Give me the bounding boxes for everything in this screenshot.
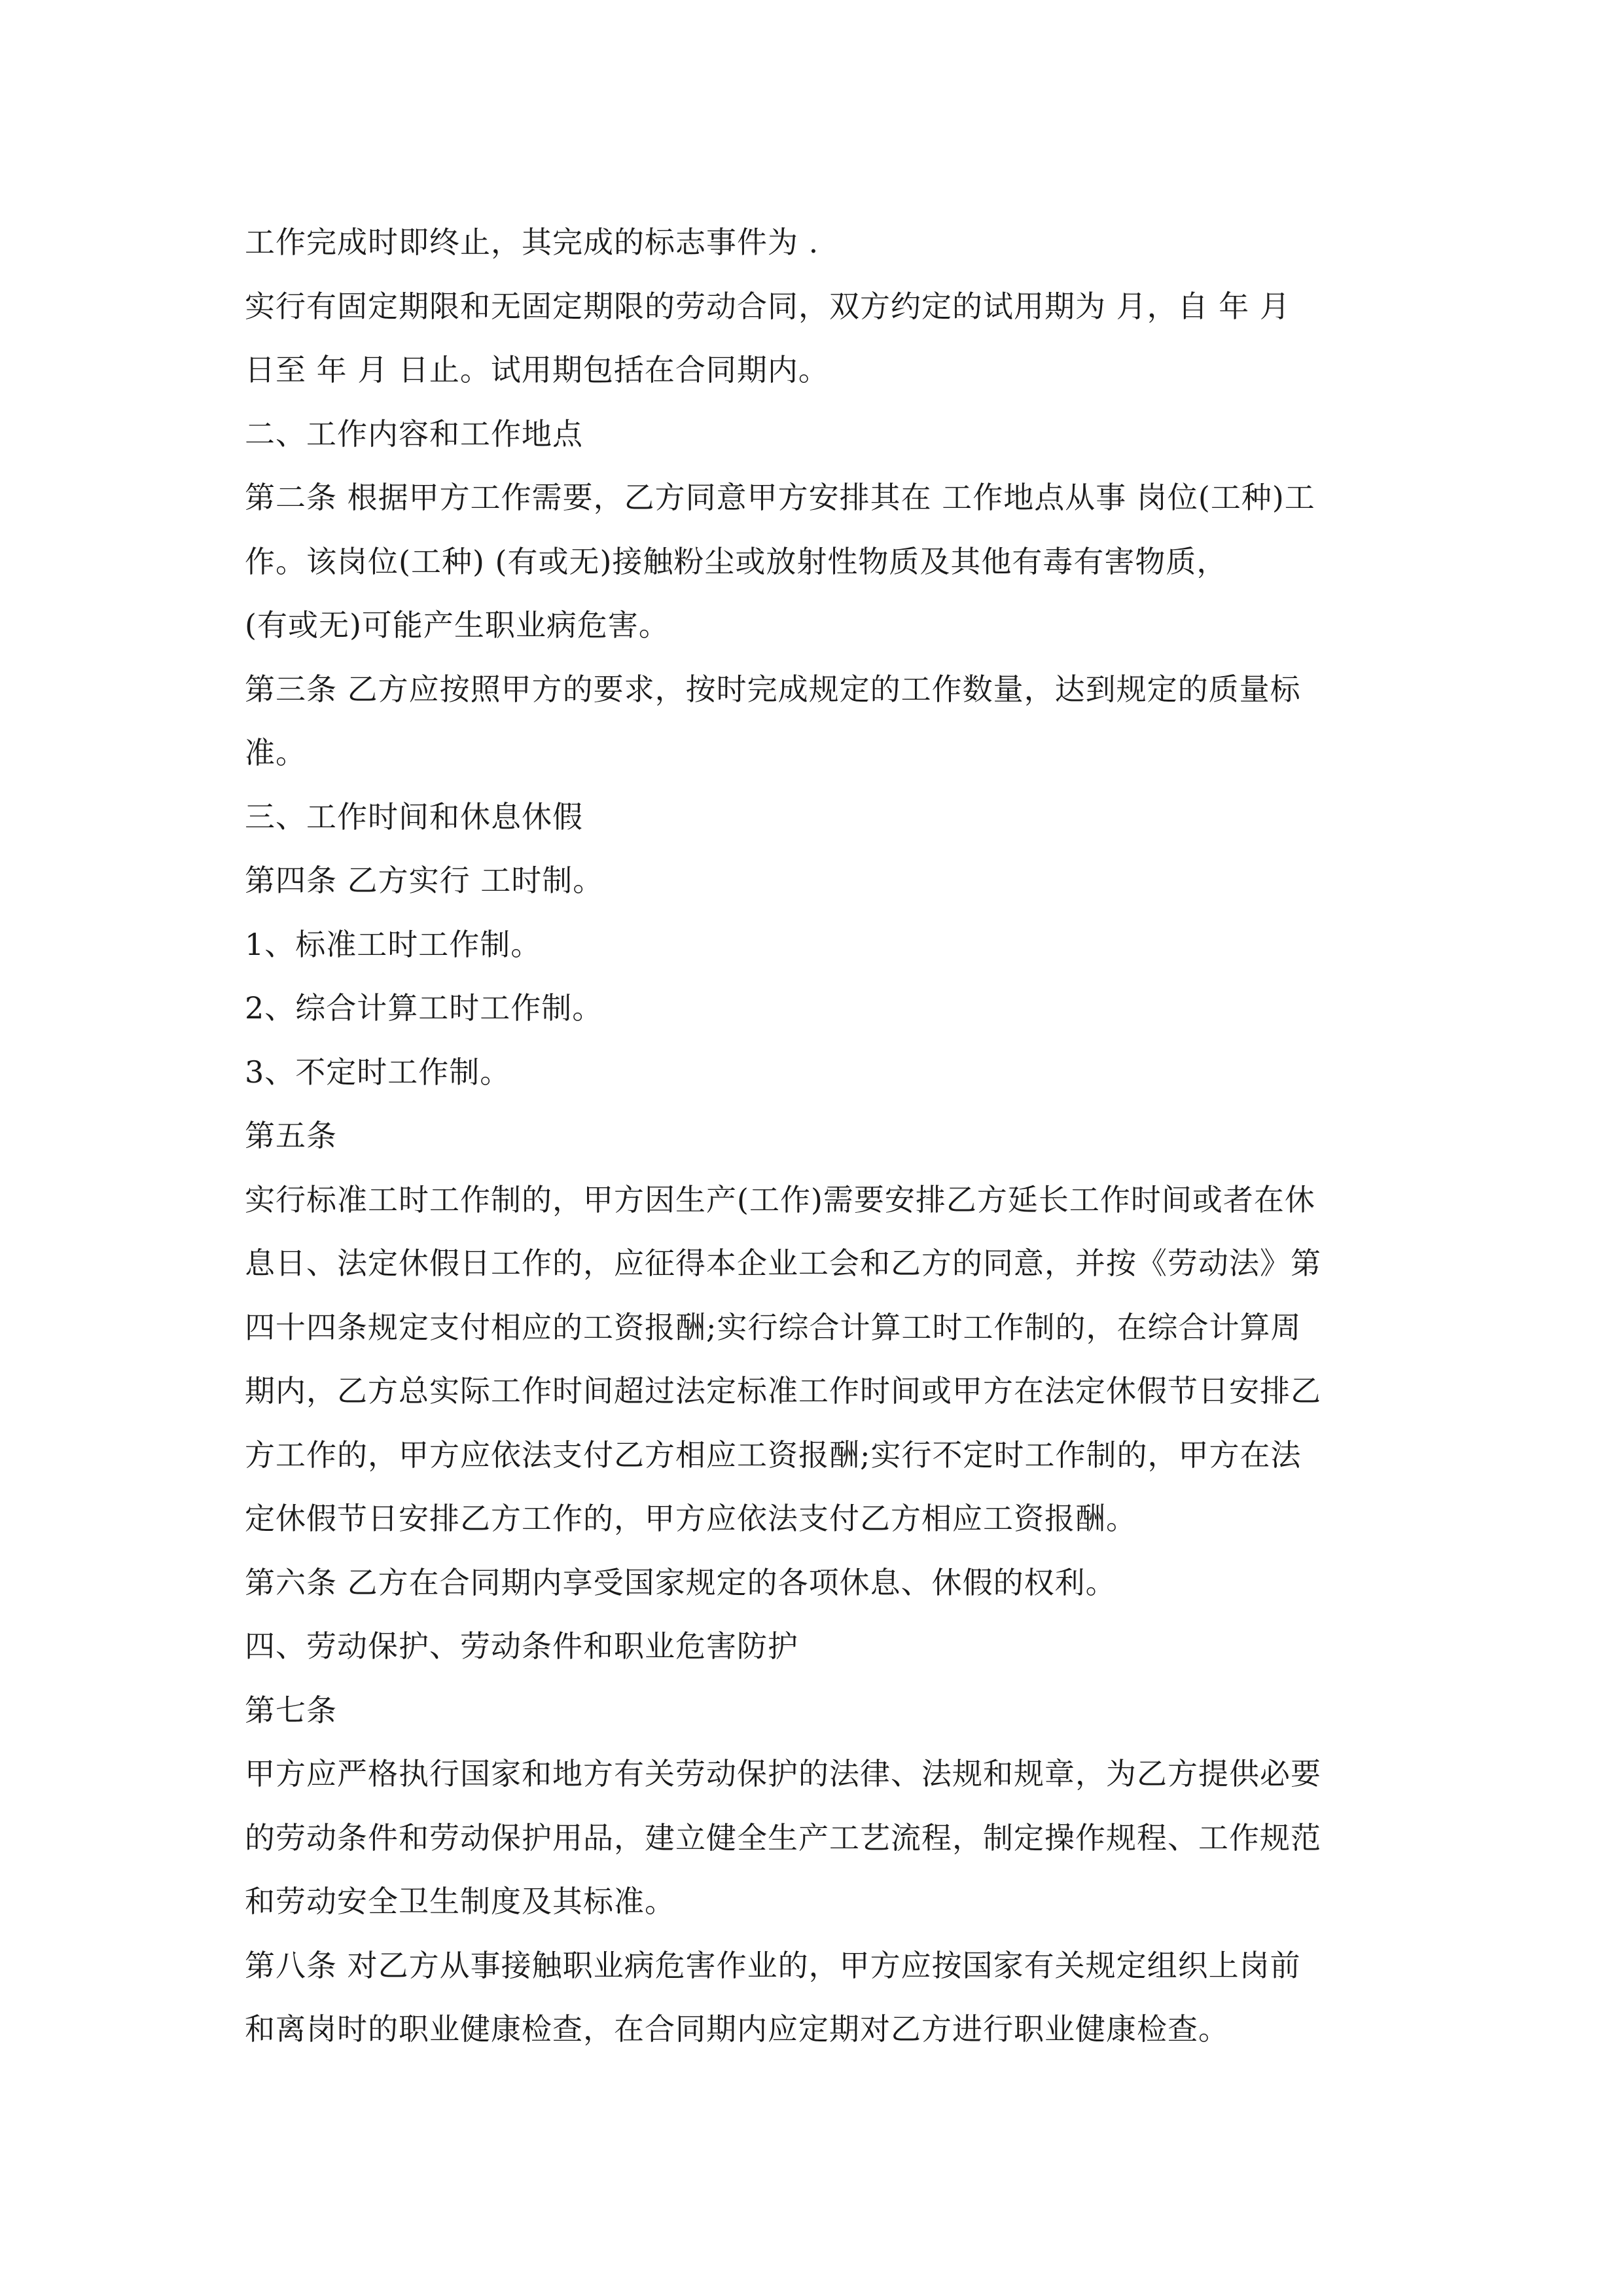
text-line: 日至 年 月 日止。试用期包括在合同期内。	[245, 352, 829, 387]
section-heading: 三、工作时间和休息休假	[245, 798, 583, 834]
text-line: 实行有固定期限和无固定期限的劳动合同，双方约定的试用期为 月，自 年 月	[245, 288, 1291, 324]
article-heading: 第五条	[245, 1118, 337, 1153]
text-line: 第四条 乙方实行 工时制。	[245, 863, 604, 898]
text-line: 定休假节日安排乙方工作的，甲方应依法支付乙方相应工资报酬。	[245, 1501, 1137, 1536]
text-line: 第六条 乙方在合同期内享受国家规定的各项休息、休假的权利。	[245, 1564, 1116, 1600]
list-item: 2、综合计算工时工作制。	[245, 990, 603, 1026]
text-line: 第三条 乙方应按照甲方的要求，按时完成规定的工作数量，达到规定的质量标	[245, 671, 1301, 707]
text-line: 甲方应严格执行国家和地方有关劳动保护的法律、法规和规章，为乙方提供必要	[245, 1756, 1321, 1791]
text-line: 作。该岗位(工种) (有或无)接触粉尘或放射性物质及其他有毒有害物质，	[245, 543, 1228, 579]
text-line: 准。	[245, 735, 306, 770]
text-line: 的劳动条件和劳动保护用品，建立健全生产工艺流程，制定操作规程、工作规范	[245, 1820, 1321, 1856]
text-line: 第二条 根据甲方工作需要，乙方同意甲方安排其在 工作地点从事 岗位(工种)工	[245, 480, 1315, 515]
article-heading: 第七条	[245, 1692, 337, 1728]
list-item: 1、标准工时工作制。	[245, 926, 542, 962]
text-line: 四十四条规定支付相应的工资报酬;实行综合计算工时工作制的，在综合计算周	[245, 1309, 1302, 1345]
text-line: 息日、法定休假日工作的，应征得本企业工会和乙方的同意，并按《劳动法》第	[245, 1246, 1321, 1281]
text-line: 方工作的，甲方应依法支付乙方相应工资报酬;实行不定时工作制的，甲方在法	[245, 1437, 1302, 1473]
text-line: 第八条 对乙方从事接触职业病危害作业的，甲方应按国家有关规定组织上岗前	[245, 1947, 1301, 1983]
section-heading: 四、劳动保护、劳动条件和职业危害防护	[245, 1628, 798, 1664]
text-line: 和劳动安全卫生制度及其标准。	[245, 1884, 675, 1919]
text-line: 期内，乙方总实际工作时间超过法定标准工作时间或甲方在法定休假节日安排乙	[245, 1373, 1321, 1408]
text-line: (有或无)可能产生职业病危害。	[245, 607, 669, 643]
list-item: 3、不定时工作制。	[245, 1054, 511, 1090]
section-heading: 二、工作内容和工作地点	[245, 416, 583, 452]
document-body	[245, 211, 1383, 2062]
text-line: 和离岗时的职业健康检查，在合同期内应定期对乙方进行职业健康检查。	[245, 2011, 1229, 2047]
text-line: 工作完成时即终止，其完成的标志事件为 .	[245, 224, 819, 260]
text-line: 实行标准工时工作制的，甲方因生产(工作)需要安排乙方延长工作时间或者在休	[245, 1181, 1315, 1217]
